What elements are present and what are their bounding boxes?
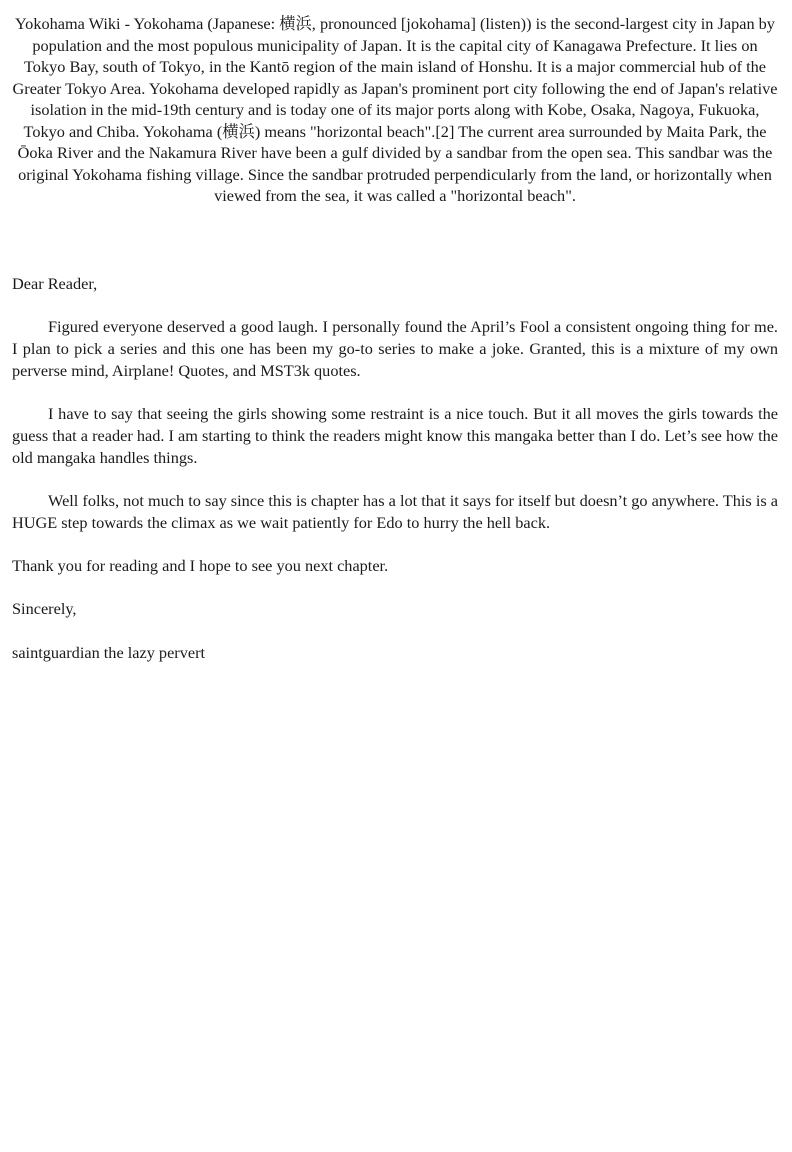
letter-paragraph: Well folks, not much to say since this is chapter has a lot that it says for itself but doesn’t go anywhere. This is a HUGE step towards the climax as we wait patiently for Edo to hurry the hell back. [12,490,778,532]
letter-salutation: Dear Reader, [12,274,98,293]
letter-signature: saintguardian the lazy pervert [12,642,206,662]
letter-body [12,273,778,685]
letter-closing: Sincerely, [12,599,77,619]
letter-thanks: Thank you for reading and I hope to see you next chapter. [12,556,389,576]
letter-paragraph: I have to say that seeing the girls showing some restraint is a nice touch. But it all moves the girls towards the guess that a reader had. I am starting to think the readers might know this mangaka better than I do. Let’s see how the old mangaka handles things. [12,404,778,467]
wiki-note-paragraph: Yokohama Wiki - Yokohama (Japanese: 横浜, pronounced [jokohama] (listen)) is the second-largest city in Japan by population and the most populous municipality of Japan. It is the capital city of Kanagawa Prefecture. It lies on Tokyo Bay, south of Tokyo, in the Kantō region of the main island of Honshu. It is a major commercial hub of the Greater Tokyo Area. Yokohama developed rapidly as Japan's prominent port city following the end of Japan's relative isolation in the mid-19th century and is today one of its major ports along with Kobe, Osaka, Nagoya, Fukuoka, Tokyo and Chiba. Yokohama (横浜) means "horizontal beach".[2] The current area surrounded by Maita Park, the Ōoka River and the Nakamura River have been a gulf divided by a sandbar from the open sea. This sandbar was the original Yokohama fishing village. Since the sandbar protruded perpendicularly from the land, or horizontally when viewed from the sea, it was called a "horizontal beach". [12,14,778,205]
letter-paragraph: Figured everyone deserved a good laugh. I personally found the April’s Fool a consistent ongoing thing for me. I plan to pick a series and this one has been my go-to series to make a joke. Granted, this is a mixture of my own perverse mind, Airplane! Quotes, and MST3k quotes. [12,317,778,380]
